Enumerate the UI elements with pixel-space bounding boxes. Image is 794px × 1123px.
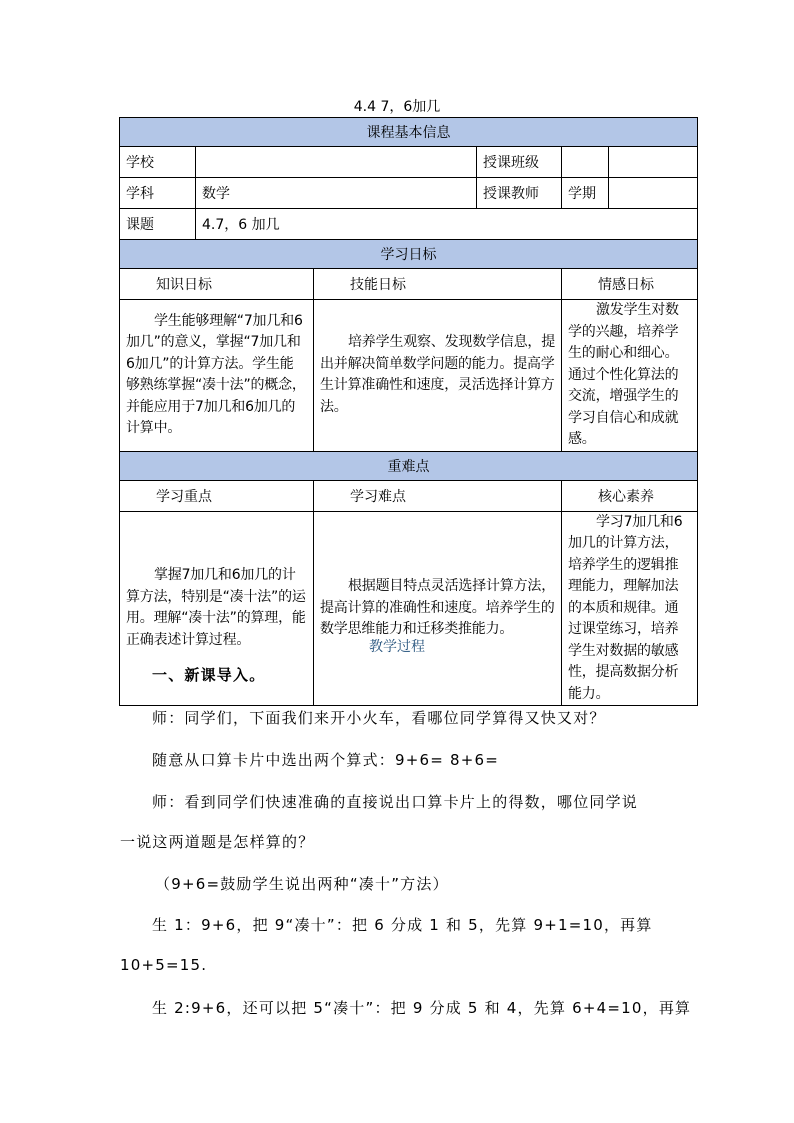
section-title: 课程基本信息 [120, 118, 698, 147]
empty-cell [609, 147, 698, 178]
column-header: 学习重点 [120, 480, 314, 511]
section-title: 学习日标 [120, 240, 698, 269]
section-header-objectives [120, 240, 698, 269]
info-row-topic [120, 209, 698, 240]
learning-difficulty: 根据题目特点灵活选择计算方法，提高计算的准确性和速度。培养学生的数学思维能力和迁移类推能力。 [314, 511, 562, 706]
class-label: 授课班级 [477, 147, 562, 178]
column-header: 知识日标 [120, 269, 314, 300]
section-title: 重难点 [120, 451, 698, 480]
topic-value: 4.7，6 加几 [196, 209, 698, 240]
paragraph: 一说这两道题是怎样算的？ [120, 833, 315, 851]
objectives-content-row [120, 300, 698, 452]
topic-label: 课题 [120, 209, 196, 240]
school-label: 学校 [120, 147, 196, 178]
column-header: 核心素养 [562, 480, 698, 511]
document-title: 4.4 7，6加几 [353, 99, 441, 115]
column-header: 技能日标 [314, 269, 562, 300]
emotion-objective: 激发学生对数学的兴趣，培养学生的耐心和细心。通过个性化算法的交流，增强学生的学习自信心和成就感。 [562, 300, 698, 452]
skill-objective: 培养学生观察、发现数学信息，提出并解决简单数学问题的能力。提高学生计算准确性和速度，灵活选择计算方法。 [314, 300, 562, 452]
knowledge-objective: 学生能够理解“7加几和6加几”的意义，掌握“7加几和6加几”的计算方法。学生能够熟练掌握“凑十法”的概念，并能应用于7加几和6加几的计算中。 [120, 300, 314, 452]
subject-label: 学科 [120, 178, 196, 209]
term-label: 学期 [562, 178, 609, 209]
info-row-school [120, 147, 698, 178]
class-value [562, 147, 609, 178]
teacher-label: 授课教师 [477, 178, 562, 209]
section-header-basic-info [120, 118, 698, 147]
term-value [609, 178, 698, 209]
subject-value: 数学 [196, 178, 477, 209]
learning-focus: 掌握7加几和6加几的计算方法，特别是“凑十法”的运用。理解“凑十法”的算理，能正确表述计算过程。 [120, 511, 314, 706]
paragraph: 师：看到同学们快速准确的直接说出口算卡片上的得数，哪位同学说 [152, 793, 639, 811]
paragraph: 10+5=15. [120, 956, 208, 974]
column-header: 情感日标 [562, 269, 698, 300]
objectives-header-row [120, 269, 698, 300]
school-value [196, 147, 477, 178]
paragraph: 生 2:9+6，还可以把 5“凑十”：把 9 分成 5 和 4，先算 6+4=10，再算 [152, 999, 692, 1017]
keypoints-header-row [120, 480, 698, 511]
paragraph: （9+6=鼓励学生说出两种“凑十”方法） [155, 875, 449, 893]
paragraph: 随意从口算卡片中选出两个算式：9+6= 8+6= [152, 751, 500, 769]
lesson-plan-table [119, 117, 698, 706]
column-header: 学习难点 [314, 480, 562, 511]
paragraph: 生 1：9+6，把 9“凑十”：把 6 分成 1 和 5，先算 9+1=10，再算 [152, 916, 653, 934]
section-header-keypoints [120, 451, 698, 480]
paragraph: 师：同学们，下面我们来开小火车，看哪位同学算得又快又对？ [152, 709, 606, 727]
info-row-subject [120, 178, 698, 209]
teaching-process-heading: 教学过程 [369, 639, 425, 655]
core-literacy: 学习7加几和6加几的计算方法，培养学生的逻辑推理能力，理解加法的本质和规律。通过课堂练习，培养学生对数据的敏感性，提高数据分析能力。 [562, 511, 698, 706]
section-title-new-lesson: 一、新课导入。 [152, 666, 266, 684]
